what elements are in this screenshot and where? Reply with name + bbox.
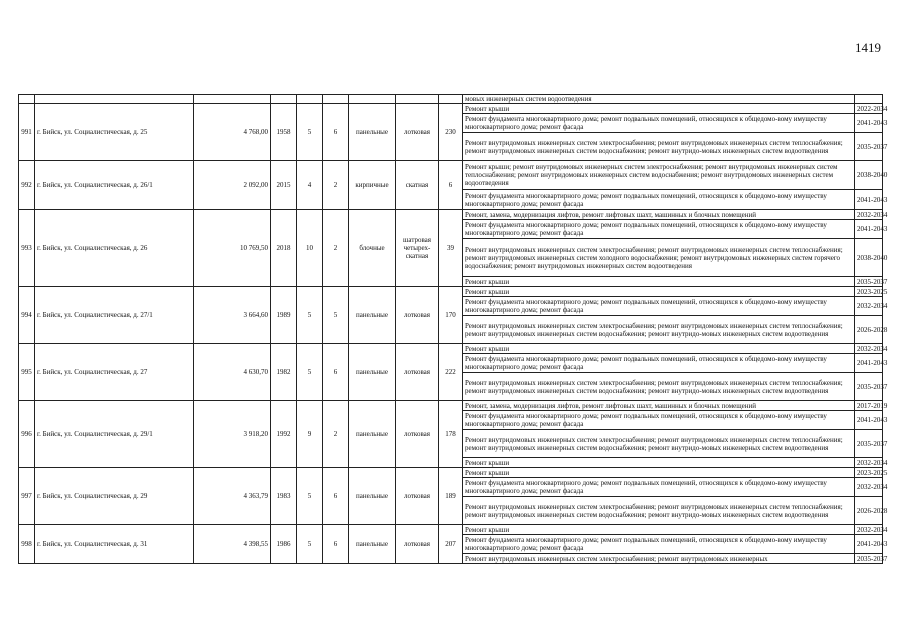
cell-empty	[439, 95, 463, 104]
floors-cell: 9	[297, 401, 323, 468]
period-cell: 2041-2043	[855, 190, 883, 210]
record-number: 996	[19, 401, 35, 468]
entrances-cell: 6	[323, 468, 349, 525]
floors-cell: 5	[297, 468, 323, 525]
roof-type-cell: лотковая	[396, 104, 439, 161]
area-cell: 4 363,79	[194, 468, 271, 525]
table-row	[19, 161, 883, 190]
cell-empty	[349, 95, 396, 104]
wall-material-cell: панельные	[349, 401, 396, 468]
apartments-cell: 170	[439, 287, 463, 344]
address-cell: г. Бийск, ул. Социалистическая, д. 26/1	[35, 161, 194, 210]
record-number: 997	[19, 468, 35, 525]
year-built-cell: 2018	[271, 210, 297, 287]
apartments-cell: 6	[439, 161, 463, 210]
period-cell: 2038-2040	[855, 239, 883, 277]
work-description: Ремонт внутридомовых инженерных систем электроснабжения; ремонт внутридомовых инженерных систем теплоснабжения; ремонт внутридомовых инженерных систем водоснабжения; ремонт внутридо-мовых инженерных систем водоотведения	[463, 497, 855, 525]
floors-cell: 10	[297, 210, 323, 287]
year-built-cell: 1992	[271, 401, 297, 468]
capital-repair-table	[18, 94, 888, 564]
work-description: Ремонт, замена, модернизация лифтов, ремонт лифтовых шахт, машинных и блочных помещений	[463, 210, 855, 220]
work-description: Ремонт крыши	[463, 525, 855, 535]
period-cell: 2017-2019	[855, 401, 883, 411]
table-row	[19, 287, 883, 297]
wall-material-cell: панельные	[349, 344, 396, 401]
period-cell: 2022-2034	[855, 104, 883, 114]
period-cell: 2035-2037	[855, 373, 883, 401]
entrances-cell: 6	[323, 344, 349, 401]
address-cell: г. Бийск, ул. Социалистическая, д. 29/1	[35, 401, 194, 468]
period-cell: 2041-2043	[855, 220, 883, 239]
wall-material-cell: кирпичные	[349, 161, 396, 210]
wall-material-cell: панельные	[349, 525, 396, 564]
roof-type-cell: лотковая	[396, 344, 439, 401]
area-cell: 3 918,20	[194, 401, 271, 468]
year-built-cell: 1986	[271, 525, 297, 564]
period-cell: 2023-2025	[855, 287, 883, 297]
area-cell: 4 630,70	[194, 344, 271, 401]
entrances-cell: 5	[323, 287, 349, 344]
work-description: Ремонт фундамента многоквартирного дома; ремонт подвальных помещений, относящихся к общедомо-вому имуществу многоквартирного дома; ремонт фасада	[463, 354, 855, 373]
work-description: Ремонт крыши	[463, 277, 855, 287]
work-description: Ремонт внутридомовых инженерных систем электроснабжения; ремонт внутридомовых инженерных систем теплоснабжения; ремонт внутридомовых инженерных систем водоснабжения; ремонт внутридо-мовых инженерных систем водоотведения	[463, 373, 855, 401]
work-description: Ремонт внутридомовых инженерных систем электроснабжения; ремонт внутридомовых инженерных систем теплоснабжения; ремонт внутридомовых инженерных систем водоснабжения; ремонт внутридо-мовых инженерных систем водоотведения	[463, 316, 855, 344]
table-body	[19, 95, 888, 564]
record-number: 991	[19, 104, 35, 161]
apartments-cell: 189	[439, 468, 463, 525]
work-description: Ремонт крыши	[463, 468, 855, 478]
year-built-cell: 1983	[271, 468, 297, 525]
roof-type-cell: скатная	[396, 161, 439, 210]
period-cell: 2032-2034	[855, 478, 883, 497]
record-number: 992	[19, 161, 35, 210]
area-cell: 4 768,00	[194, 104, 271, 161]
area-cell: 2 092,00	[194, 161, 271, 210]
address-cell: г. Бийск, ул. Социалистическая, д. 27/1	[35, 287, 194, 344]
table-row	[19, 104, 883, 114]
period-cell: 2026-2028	[855, 316, 883, 344]
period-cell: 2032-2034	[855, 344, 883, 354]
period-cell: 2032-2034	[855, 210, 883, 220]
work-description: Ремонт фундамента многоквартирного дома; ремонт подвальных помещений, относящихся к общедомо-вому имуществу многоквартирного дома; ремонт фасада	[463, 220, 855, 239]
apartments-cell: 222	[439, 344, 463, 401]
work-description: мовых инженерных систем водоотведения	[463, 95, 855, 104]
period-cell: 2038-2040	[855, 161, 883, 190]
work-description: Ремонт внутридомовых инженерных систем электроснабжения; ремонт внутридомовых инженерных систем теплоснабжения; ремонт внутридомовых инженерных систем водоснабжения; ремонт внутридо-мовых инженерных систем водоотведения	[463, 133, 855, 161]
period-cell: 2041-2043	[855, 411, 883, 430]
area-cell: 3 664,60	[194, 287, 271, 344]
cell-empty	[323, 95, 349, 104]
cell-empty	[855, 95, 883, 104]
period-cell: 2035-2037	[855, 430, 883, 458]
cell-empty	[194, 95, 271, 104]
apartments-cell: 178	[439, 401, 463, 468]
work-description: Ремонт крыши; ремонт внутридомовых инженерных систем электроснабжения; ремонт внутридомовых инженерных систем теплоснабжения; ремонт внутридомовых инженерных систем водоснабжения; ремонт внутридомовых инженерных систем водоотведения	[463, 161, 855, 190]
period-cell: 2026-2028	[855, 497, 883, 525]
address-cell: г. Бийск, ул. Социалистическая, д. 29	[35, 468, 194, 525]
roof-type-cell: лотковая	[396, 468, 439, 525]
year-built-cell: 2015	[271, 161, 297, 210]
period-cell: 2035-2037	[855, 133, 883, 161]
work-description: Ремонт фундамента многоквартирного дома; ремонт подвальных помещений, относящихся к общедомо-вому имуществу многоквартирного дома; ремонт фасада	[463, 190, 855, 210]
record-number: 998	[19, 525, 35, 564]
floors-cell: 5	[297, 287, 323, 344]
work-description: Ремонт внутридомовых инженерных систем электроснабжения; ремонт внутридомовых инженерных	[463, 554, 855, 564]
period-cell: 2035-2037	[855, 554, 883, 564]
roof-type-cell: шатровая четырех-скатная	[396, 210, 439, 287]
cell-empty	[35, 95, 194, 104]
cell-empty	[271, 95, 297, 104]
table-row	[19, 344, 883, 354]
roof-type-cell: лотковая	[396, 401, 439, 468]
floors-cell: 5	[297, 104, 323, 161]
wall-material-cell: блочные	[349, 210, 396, 287]
address-cell: г. Бийск, ул. Социалистическая, д. 31	[35, 525, 194, 564]
year-built-cell: 1982	[271, 344, 297, 401]
work-description: Ремонт внутридомовых инженерных систем электроснабжения; ремонт внутридомовых инженерных систем теплоснабжения; ремонт внутридомовых инженерных систем холодного водоснабжения; ремонт внутридомовых инженерных систем горячего водоснабжения; ремонт внутридомовых инженерных систем водоотведения	[463, 239, 855, 277]
year-built-cell: 1989	[271, 287, 297, 344]
continuation-row	[19, 95, 883, 104]
period-cell: 2035-2037	[855, 277, 883, 287]
period-cell: 2023-2025	[855, 468, 883, 478]
entrances-cell: 2	[323, 210, 349, 287]
floors-cell: 5	[297, 525, 323, 564]
area-cell: 4 398,55	[194, 525, 271, 564]
address-cell: г. Бийск, ул. Социалистическая, д. 27	[35, 344, 194, 401]
floors-cell: 5	[297, 344, 323, 401]
apartments-cell: 39	[439, 210, 463, 287]
cell-empty	[297, 95, 323, 104]
roof-type-cell: лотковая	[396, 287, 439, 344]
table-row	[19, 401, 883, 411]
period-cell: 2032-2034	[855, 525, 883, 535]
period-cell: 2041-2043	[855, 354, 883, 373]
entrances-cell: 6	[323, 104, 349, 161]
cell-empty	[19, 95, 35, 104]
entrances-cell: 2	[323, 161, 349, 210]
floors-cell: 4	[297, 161, 323, 210]
wall-material-cell: панельные	[349, 104, 396, 161]
record-number: 993	[19, 210, 35, 287]
table-row	[19, 210, 883, 220]
work-description: Ремонт внутридомовых инженерных систем электроснабжения; ремонт внутридомовых инженерных систем теплоснабжения; ремонт внутридомовых инженерных систем водоснабжения; ремонт внутридо-мовых инженерных систем водоотведения	[463, 430, 855, 458]
year-built-cell: 1958	[271, 104, 297, 161]
work-description: Ремонт фундамента многоквартирного дома; ремонт подвальных помещений, относящихся к общедомо-вому имуществу многоквартирного дома; ремонт фасада	[463, 478, 855, 497]
work-description: Ремонт фундамента многоквартирного дома; ремонт подвальных помещений, относящихся к общедомо-вому имуществу многоквартирного дома; ремонт фасада	[463, 297, 855, 316]
period-cell: 2032-2034	[855, 458, 883, 468]
period-cell: 2041-2043	[855, 114, 883, 133]
work-description: Ремонт крыши	[463, 344, 855, 354]
apartments-cell: 230	[439, 104, 463, 161]
roof-type-cell: лотковая	[396, 525, 439, 564]
entrances-cell: 6	[323, 525, 349, 564]
address-cell: г. Бийск, ул. Социалистическая, д. 26	[35, 210, 194, 287]
wall-material-cell: панельные	[349, 468, 396, 525]
page-number: 1419	[855, 40, 881, 55]
work-description: Ремонт фундамента многоквартирного дома; ремонт подвальных помещений, относящихся к общедомо-вому имуществу многоквартирного дома; ремонт фасада	[463, 535, 855, 554]
work-description: Ремонт крыши	[463, 458, 855, 468]
work-description: Ремонт фундамента многоквартирного дома; ремонт подвальных помещений, относящихся к общедомо-вому имуществу многоквартирного дома; ремонт фасада	[463, 411, 855, 430]
work-description: Ремонт крыши	[463, 287, 855, 297]
entrances-cell: 2	[323, 401, 349, 468]
apartments-cell: 207	[439, 525, 463, 564]
wall-material-cell: панельные	[349, 287, 396, 344]
record-number: 994	[19, 287, 35, 344]
record-number: 995	[19, 344, 35, 401]
table-row	[19, 468, 883, 478]
area-cell: 10 769,50	[194, 210, 271, 287]
work-description: Ремонт, замена, модернизация лифтов, ремонт лифтовых шахт, машинных и блочных помещений	[463, 401, 855, 411]
period-cell: 2041-2043	[855, 535, 883, 554]
address-cell: г. Бийск, ул. Социалистическая, д. 25	[35, 104, 194, 161]
work-description: Ремонт фундамента многоквартирного дома; ремонт подвальных помещений, относящихся к общедомо-вому имуществу многоквартирного дома; ремонт фасада	[463, 114, 855, 133]
cell-empty	[396, 95, 439, 104]
work-description: Ремонт крыши	[463, 104, 855, 114]
period-cell: 2032-2034	[855, 297, 883, 316]
table-row	[19, 525, 883, 535]
